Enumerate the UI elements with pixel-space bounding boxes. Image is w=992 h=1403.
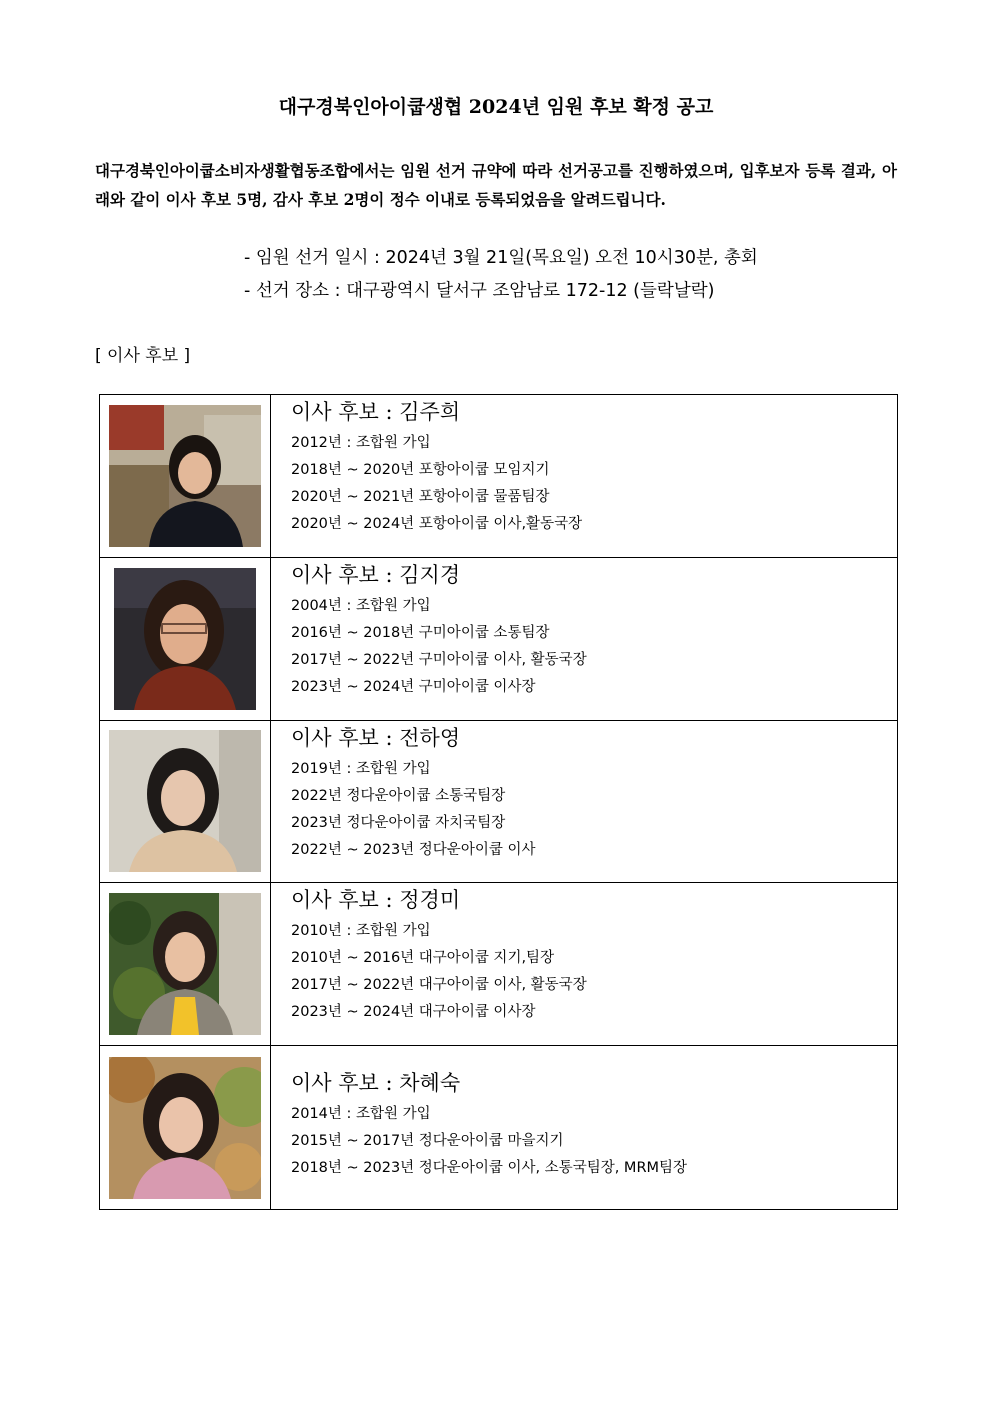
candidate-row (100, 721, 897, 884)
section-label: [ 이사 후보 ] (95, 346, 191, 366)
history-item: 2012년 : 조합원 가입 (291, 435, 431, 451)
history-item: 2020년 ~ 2021년 포항아이쿱 물품팀장 (291, 489, 550, 505)
candidate-row (100, 1046, 897, 1209)
candidate-name: 이사 후보 : 전하영 (291, 725, 461, 750)
history-list (291, 593, 897, 701)
candidate-photo (109, 1057, 261, 1199)
candidate-photo (109, 893, 261, 1035)
history-item: 2004년 : 조합원 가입 (291, 597, 431, 614)
history-item: 2018년 ~ 2023년 정다운아이쿱 이사, 소통국팀장, MRM팀장 (291, 1160, 688, 1177)
candidate-table (99, 394, 898, 1210)
candidate-name: 이사 후보 : 차혜숙 (291, 1071, 461, 1096)
candidate-row (100, 395, 897, 558)
info-cell (271, 395, 897, 557)
candidate-photo (109, 405, 261, 547)
candidate-photo (109, 730, 261, 872)
history-item: 2010년 : 조합원 가입 (291, 923, 431, 940)
history-item: 2015년 ~ 2017년 정다운아이쿱 마을지기 (291, 1133, 564, 1150)
info-cell (271, 1046, 897, 1209)
history-item: 2010년 ~ 2016년 대구아이쿱 지기,팀장 (291, 950, 555, 967)
candidate-photo (114, 568, 256, 710)
info-cell (271, 721, 897, 883)
history-item: 2023년 ~ 2024년 구미아이쿱 이사장 (291, 678, 536, 695)
history-list (291, 918, 897, 1026)
page-title: 대구경북인아이쿱생협 2024년 임원 후보 확정 공고 (278, 96, 714, 118)
history-list (291, 430, 897, 538)
history-item: 2020년 ~ 2024년 포항아이쿱 이사,활동국장 (291, 516, 583, 532)
history-item: 2023년 ~ 2024년 대구아이쿱 이사장 (291, 1004, 536, 1021)
candidate-name: 이사 후보 : 김지경 (291, 562, 461, 587)
election-place: - 선거 장소 : 대구광역시 달서구 조암남로 172-12 (들락날락) (244, 281, 715, 301)
history-list (291, 756, 897, 864)
history-item: 2022년 정다운아이쿱 소통국팀장 (291, 787, 506, 804)
history-item: 2017년 ~ 2022년 대구아이쿱 이사, 활동국장 (291, 977, 587, 994)
candidate-row (100, 883, 897, 1046)
election-date: - 임원 선거 일시 : 2024년 3월 21일(목요일) 오전 10시30분, 총회 (244, 248, 758, 268)
photo-cell (100, 721, 271, 883)
history-item: 2018년 ~ 2020년 포항아이쿱 모임지기 (291, 462, 550, 478)
history-item: 2016년 ~ 2018년 구미아이쿱 소통팀장 (291, 624, 550, 641)
history-item: 2023년 정다운아이쿱 자치국팀장 (291, 814, 506, 831)
photo-cell (100, 558, 271, 720)
info-cell (271, 883, 897, 1045)
candidate-name: 이사 후보 : 김주희 (291, 400, 461, 424)
photo-cell (100, 1046, 271, 1209)
history-item: 2017년 ~ 2022년 구미아이쿱 이사, 활동국장 (291, 651, 587, 668)
intro-paragraph: 대구경북인아이쿱소비자생활협동조합에서는 임원 선거 규약에 따라 선거공고를 진행하였으며, 입후보자 등록 결과, 아래와 같이 이사 후보 5명, 감사 후보 2명이 정수 이내로 등록되었음을 알려드립니다. (95, 161, 897, 209)
history-item: 2019년 : 조합원 가입 (291, 760, 431, 777)
history-list (291, 1101, 897, 1182)
history-item: 2014년 : 조합원 가입 (291, 1106, 431, 1123)
info-cell (271, 558, 897, 720)
candidate-row (100, 558, 897, 721)
history-item: 2022년 ~ 2023년 정다운아이쿱 이사 (291, 841, 536, 858)
photo-cell (100, 883, 271, 1045)
candidate-name: 이사 후보 : 정경미 (291, 888, 461, 913)
photo-cell (100, 395, 271, 557)
